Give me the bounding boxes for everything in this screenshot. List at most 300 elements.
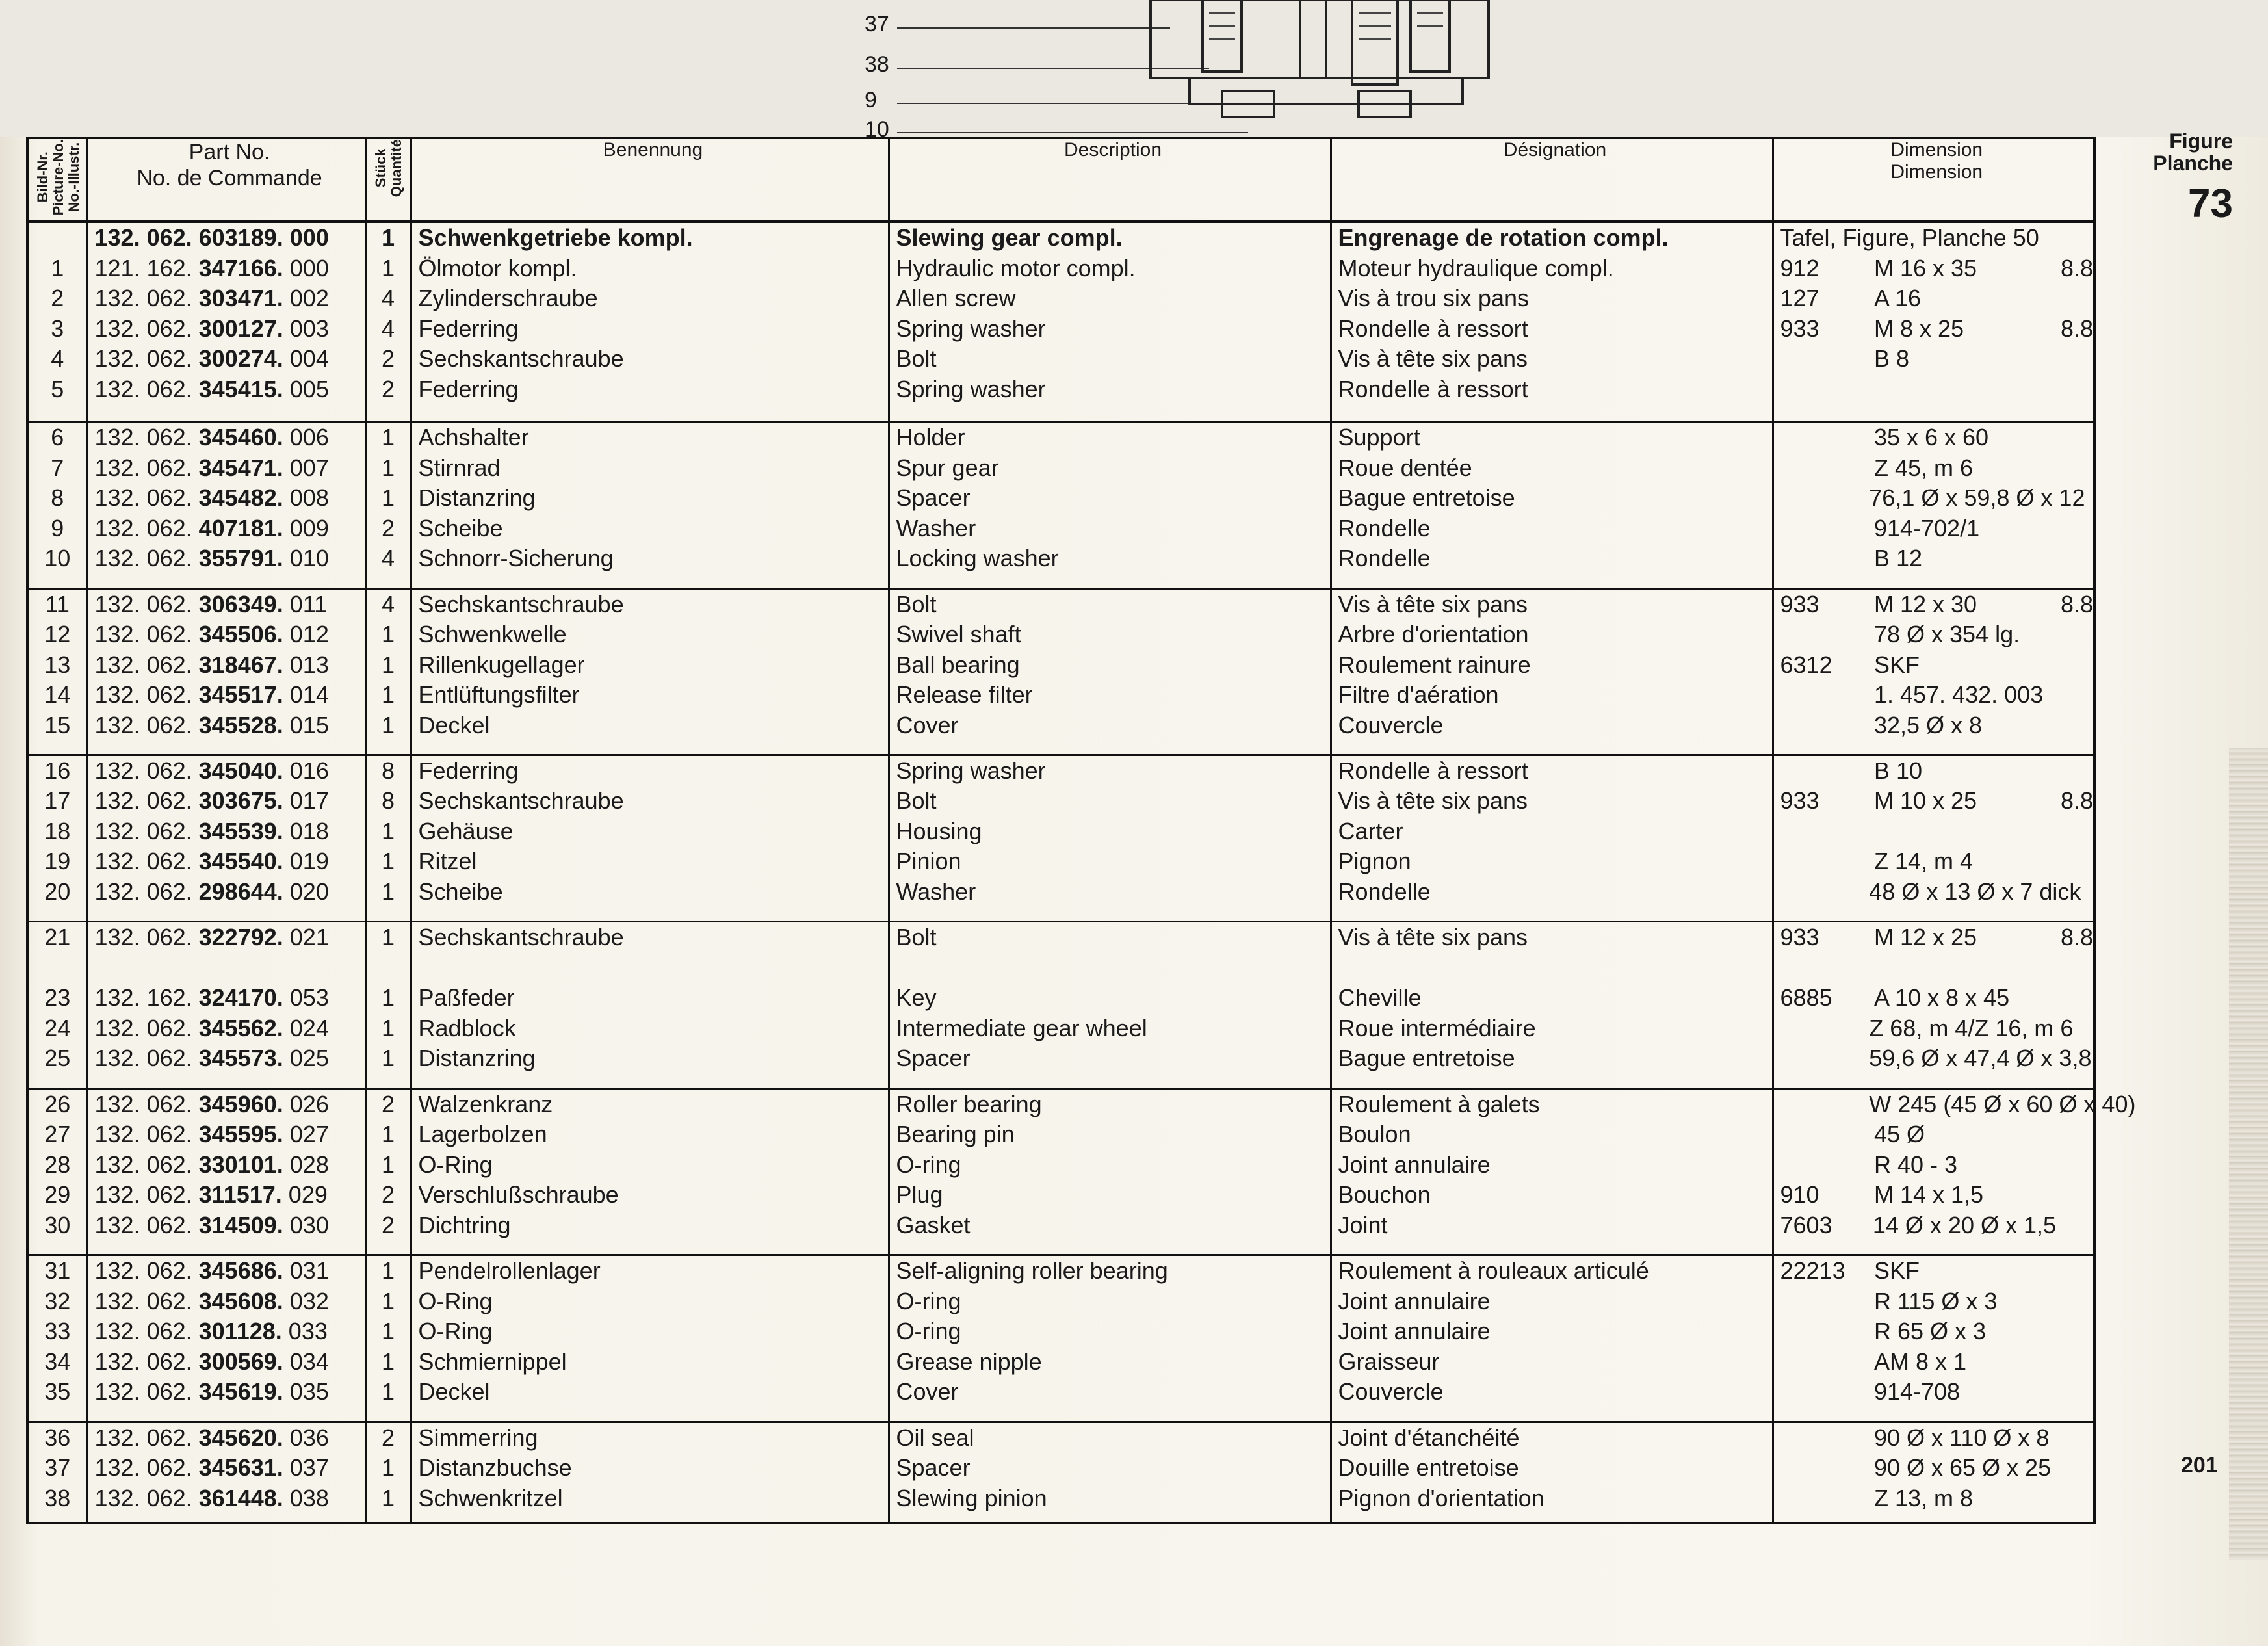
name-en: O-ring xyxy=(896,1151,961,1178)
quantity: 1 xyxy=(381,1484,395,1511)
dimension-row xyxy=(1780,423,2094,453)
quantity-cell xyxy=(365,1255,411,1422)
part-prefix: 132. 062. xyxy=(94,817,199,844)
part-core: 324170. xyxy=(198,984,283,1012)
name-fr: Arbre d'orientation xyxy=(1338,621,1529,648)
part-prefix: 132. 062. xyxy=(94,1348,199,1375)
din-number xyxy=(1780,711,1874,741)
quantity-cell xyxy=(365,222,411,422)
part-prefix: 132. 062. xyxy=(94,681,199,709)
part-core: 322792. xyxy=(198,924,283,951)
header-qty-fr: Quantité xyxy=(387,139,404,198)
part-prefix: 132. 062. xyxy=(94,1181,199,1208)
part-group xyxy=(27,1088,2094,1255)
drawing-ref: 10 xyxy=(865,117,889,142)
picture-no: 31 xyxy=(44,1257,71,1285)
dimension-row xyxy=(1780,1377,2094,1407)
strength-class: 8.8 xyxy=(2060,254,2093,281)
picture-no: 6 xyxy=(51,424,64,451)
name-de: Radblock xyxy=(418,1014,516,1041)
part-suffix: 017 xyxy=(283,787,329,815)
name-en: Bearing pin xyxy=(896,1121,1015,1148)
part-core: 345573. xyxy=(198,1045,283,1072)
part-number xyxy=(95,922,365,953)
quantity: 1 xyxy=(381,1045,395,1072)
part-core: 345517. xyxy=(198,681,283,709)
name-en: Slewing pinion xyxy=(896,1484,1047,1511)
dimension-value: 14 Ø x 20 Ø x 1,5 xyxy=(1872,1211,2057,1238)
part-core: 318467. xyxy=(198,651,283,678)
part-core: 345040. xyxy=(198,757,283,784)
quantity: 2 xyxy=(381,375,395,402)
part-number xyxy=(95,423,365,453)
name-de: Lagerbolzen xyxy=(418,1121,547,1148)
dimension-reference: Tafel, Figure, Planche 50 xyxy=(1780,224,2039,251)
picture-no: 27 xyxy=(44,1121,71,1148)
name-de: Rillenkugellager xyxy=(418,651,585,678)
part-core: 330101. xyxy=(198,1151,283,1178)
din-number: 6312 xyxy=(1780,651,1832,678)
part-suffix: 037 xyxy=(283,1454,329,1482)
strength-class xyxy=(2057,1013,2093,1044)
name-en: Spacer xyxy=(896,1454,971,1482)
dimension-value: M 10 x 25 xyxy=(1873,787,1977,815)
name-de: Federring xyxy=(418,315,519,342)
part-core: 345619. xyxy=(198,1378,283,1405)
name-en: Release filter xyxy=(896,681,1033,709)
part-core: 345506. xyxy=(198,621,283,648)
din-number xyxy=(1780,1423,1874,1454)
strength-class xyxy=(2055,374,2093,405)
picture-no: 7 xyxy=(51,454,64,481)
part-prefix: 132. 062. xyxy=(94,1454,199,1482)
part-core: 300127. xyxy=(198,315,283,342)
din-number xyxy=(1780,344,1874,374)
quantity xyxy=(367,953,410,984)
dimension-value: 48 Ø x 13 Ø x 7 dick xyxy=(1869,878,2081,905)
part-number xyxy=(95,756,365,787)
din-number xyxy=(1780,423,1874,453)
name-fr: Roue dentée xyxy=(1338,454,1472,481)
name-fr: Filtre d'aération xyxy=(1338,681,1499,709)
dimension-cell xyxy=(1773,755,2094,921)
name-de: Dichtring xyxy=(418,1211,511,1238)
dimension-value: 914-708 xyxy=(1873,1378,1961,1405)
part-suffix: 034 xyxy=(283,1348,329,1375)
name-fr: Rondelle à ressort xyxy=(1338,315,1528,342)
part-prefix: 132. 062. xyxy=(94,345,199,372)
part-number xyxy=(95,514,365,544)
picture-no: 38 xyxy=(44,1484,71,1511)
name-de: Schwenkritzel xyxy=(418,1484,563,1511)
name-fr: Roulement rainure xyxy=(1338,651,1531,678)
part-suffix: 027 xyxy=(283,1121,329,1148)
part-core: 300569. xyxy=(198,1348,283,1375)
dimension-value xyxy=(1874,374,2055,405)
quantity: 1 xyxy=(381,1318,395,1345)
din-number xyxy=(1780,816,1874,847)
part-suffix: 028 xyxy=(283,1151,329,1178)
part-prefix: 132. 062. xyxy=(94,848,199,875)
part-prefix: 132. 062. xyxy=(94,924,199,951)
dimension-value: M 12 x 30 xyxy=(1873,590,1977,618)
figure-label-en: Figure xyxy=(2169,129,2233,153)
part-suffix: 026 xyxy=(283,1090,329,1117)
quantity: 2 xyxy=(381,345,395,372)
dimension-row xyxy=(1780,483,2094,514)
name-fr: Rondelle xyxy=(1338,514,1431,542)
part-prefix: 132. 062. xyxy=(94,1378,199,1405)
part-core: 301128. xyxy=(198,1318,282,1345)
name-fr: Couvercle xyxy=(1338,711,1444,738)
part-core: 298644. xyxy=(198,878,283,905)
part-number xyxy=(95,1377,365,1407)
dimension-value: SKF xyxy=(1873,1257,1920,1285)
picture-no-cell xyxy=(27,1422,87,1523)
strength-class xyxy=(2055,756,2093,787)
part-core: 311517. xyxy=(198,1181,282,1208)
name-fr: Boulon xyxy=(1338,1121,1411,1148)
german-name-cell xyxy=(411,755,889,921)
header-quantity xyxy=(365,138,411,222)
name-de: Distanzring xyxy=(418,1045,536,1072)
table-header xyxy=(27,138,2094,222)
dimension-row xyxy=(1780,1453,2094,1483)
french-name-cell xyxy=(1331,588,1773,755)
dimension-row xyxy=(1780,344,2094,374)
strength-class xyxy=(2055,344,2093,374)
dimension-value: SKF xyxy=(1873,651,1920,678)
english-name-cell xyxy=(889,1422,1331,1523)
din-number xyxy=(1780,453,1874,484)
dimension-value: 90 Ø x 65 Ø x 25 xyxy=(1873,1454,2052,1482)
name-de: Scheibe xyxy=(418,514,503,542)
book-page-edges xyxy=(2229,748,2268,1560)
picture-no: 28 xyxy=(44,1151,71,1178)
header-picture-de: Bild-Nr. xyxy=(34,151,51,203)
part-number xyxy=(95,1210,365,1241)
part-number xyxy=(95,1150,365,1181)
german-name-cell xyxy=(411,588,889,755)
header-part-no xyxy=(87,138,365,222)
name-fr: Bague entretoise xyxy=(1338,484,1515,512)
name-de xyxy=(419,953,888,984)
part-core: 345686. xyxy=(198,1257,283,1285)
dimension-row xyxy=(1780,983,2094,1013)
part-number xyxy=(95,1316,365,1347)
name-fr: Vis à tête six pans xyxy=(1338,924,1528,951)
din-number xyxy=(1780,1013,1870,1044)
part-group xyxy=(27,1422,2094,1523)
strength-class: 8.8 xyxy=(2060,590,2093,618)
part-suffix: 002 xyxy=(283,285,329,311)
name-de: Sechskantschraube xyxy=(418,787,624,815)
quantity: 1 xyxy=(381,621,395,648)
name-fr: Joint d'étanchéité xyxy=(1338,1424,1520,1451)
header-picture-no xyxy=(27,138,87,222)
strength-class xyxy=(2055,1453,2093,1483)
part-suffix: 013 xyxy=(283,651,329,678)
dimension-cell xyxy=(1773,1422,2094,1523)
quantity-cell xyxy=(365,1088,411,1255)
part-core: 345540. xyxy=(198,848,283,875)
strength-class xyxy=(2055,1119,2093,1150)
part-number xyxy=(95,680,365,711)
picture-no: 30 xyxy=(44,1211,71,1238)
strength-class xyxy=(2055,543,2093,574)
picture-no xyxy=(29,223,86,254)
dimension-value: Z 13, m 8 xyxy=(1873,1484,1974,1511)
part-suffix: 020 xyxy=(283,878,329,905)
picture-no: 21 xyxy=(44,924,71,951)
name-en: Locking washer xyxy=(896,545,1059,572)
dimension-value: M 8 x 25 xyxy=(1873,315,1964,342)
name-fr: Moteur hydraulique compl. xyxy=(1338,254,1614,281)
dimension-value: 35 x 6 x 60 xyxy=(1873,424,1989,451)
name-en: Intermediate gear wheel xyxy=(896,1014,1147,1041)
part-prefix: 132. 062. xyxy=(94,1211,199,1238)
dimension-value xyxy=(1874,953,2055,984)
dimension-row xyxy=(1780,650,2094,681)
dimension-row xyxy=(1780,543,2094,574)
name-de: Distanzbuchse xyxy=(418,1454,572,1482)
part-prefix: 132. 062. xyxy=(94,285,199,311)
dimension-value: Z 45, m 6 xyxy=(1873,454,1974,481)
part-suffix: 033 xyxy=(281,1318,328,1345)
part-core: 314509. xyxy=(198,1211,283,1238)
part-suffix: 035 xyxy=(283,1378,329,1405)
dimension-value xyxy=(1874,816,2055,847)
quantity: 1 xyxy=(381,711,395,738)
picture-no: 25 xyxy=(44,1045,71,1072)
dimension-value: W 245 (45 Ø x 60 Ø x 40) xyxy=(1869,1090,2136,1117)
part-no-cell xyxy=(87,1088,365,1255)
part-prefix: 132. 062. 603189. xyxy=(94,224,283,251)
part-core: 303471. xyxy=(198,285,283,311)
part-number xyxy=(95,1256,365,1287)
part-prefix: 132. 062. xyxy=(94,1287,199,1314)
picture-no: 17 xyxy=(44,787,71,815)
part-core: 355791. xyxy=(198,545,283,572)
name-de: Verschlußschraube xyxy=(418,1181,619,1208)
header-english: Description xyxy=(889,138,1331,222)
header-picture-fr: No.-Illustr. xyxy=(66,142,82,213)
part-no-cell xyxy=(87,1422,365,1523)
part-no-cell xyxy=(87,1255,365,1422)
dimension-row xyxy=(1780,1150,2094,1181)
dimension-row xyxy=(1780,254,2094,284)
name-en: Ball bearing xyxy=(896,651,1020,678)
part-group xyxy=(27,1255,2094,1422)
quantity: 1 xyxy=(381,454,395,481)
name-fr: Rondelle xyxy=(1338,878,1431,905)
name-fr: Pignon xyxy=(1338,848,1411,875)
din-number: 933 xyxy=(1780,924,1819,951)
quantity-cell xyxy=(365,755,411,921)
picture-no: 20 xyxy=(44,878,71,905)
header-part-fr: No. de Commande xyxy=(137,166,322,190)
din-number: 933 xyxy=(1780,787,1819,815)
strength-class xyxy=(2055,711,2093,741)
part-suffix: 005 xyxy=(283,375,329,402)
picture-no: 37 xyxy=(44,1454,71,1482)
name-en: Spring washer xyxy=(896,375,1046,402)
part-number xyxy=(95,453,365,484)
german-name-cell xyxy=(411,422,889,588)
din-number xyxy=(1780,483,1870,514)
part-no-cell xyxy=(87,222,365,422)
part-core: 303675. xyxy=(198,787,283,815)
name-fr: Roulement à galets xyxy=(1338,1090,1540,1117)
picture-no: 10 xyxy=(44,545,71,572)
part-number xyxy=(95,283,365,314)
part-core: 345460. xyxy=(198,424,283,451)
dimension-row xyxy=(1780,816,2094,847)
name-fr: Bouchon xyxy=(1338,1181,1431,1208)
drawing-ref: 37 xyxy=(865,12,889,36)
name-en: Spacer xyxy=(896,484,971,512)
french-name-cell xyxy=(1331,1255,1773,1422)
dimension-row xyxy=(1780,314,2094,345)
dimension-cell xyxy=(1773,222,2094,422)
dimension-row xyxy=(1780,1180,2094,1210)
picture-no: 9 xyxy=(51,514,64,542)
strength-class xyxy=(2055,620,2093,650)
name-de: O-Ring xyxy=(418,1287,493,1314)
name-en: Swivel shaft xyxy=(896,621,1021,648)
din-number xyxy=(1780,1150,1874,1181)
name-fr: Roulement à rouleaux articulé xyxy=(1338,1257,1649,1285)
picture-no: 24 xyxy=(44,1014,71,1041)
part-suffix: 024 xyxy=(283,1014,329,1041)
drawing-ref: 9 xyxy=(865,88,877,112)
name-en: Spring washer xyxy=(896,315,1046,342)
part-core: 306349. xyxy=(198,590,283,618)
name-en: Key xyxy=(896,984,937,1012)
french-name-cell xyxy=(1331,1088,1773,1255)
part-number xyxy=(95,1013,365,1044)
name-en: Bolt xyxy=(896,787,937,815)
dimension-cell xyxy=(1773,422,2094,588)
strength-class xyxy=(2055,953,2093,984)
part-prefix: 132. 062. xyxy=(94,1045,199,1072)
name-en: Bolt xyxy=(896,590,937,618)
quantity: 1 xyxy=(381,1257,395,1285)
din-number: 127 xyxy=(1780,285,1819,311)
quantity: 1 xyxy=(381,984,395,1012)
dimension-value: M 12 x 25 xyxy=(1873,924,1977,951)
part-suffix: 053 xyxy=(283,984,329,1012)
part-group xyxy=(27,422,2094,588)
dimension-row xyxy=(1780,514,2094,544)
part-number xyxy=(95,223,365,254)
picture-no: 1 xyxy=(51,254,64,281)
part-core: 345471. xyxy=(198,454,283,481)
quantity: 2 xyxy=(381,1424,395,1451)
name-fr: Joint annulaire xyxy=(1338,1151,1491,1178)
part-number xyxy=(95,1119,365,1150)
english-name-cell xyxy=(889,588,1331,755)
strength-class xyxy=(2055,650,2093,681)
name-fr: Pignon d'orientation xyxy=(1338,1484,1545,1511)
part-core: 300274. xyxy=(198,345,283,372)
part-suffix: 000 xyxy=(283,224,329,251)
picture-no: 35 xyxy=(44,1378,71,1405)
quantity: 1 xyxy=(381,1121,395,1148)
quantity: 1 xyxy=(381,254,395,281)
name-en: Spacer xyxy=(896,1045,971,1072)
name-fr: Vis à tête six pans xyxy=(1338,345,1528,372)
part-suffix: 003 xyxy=(283,315,329,342)
picture-no-cell xyxy=(27,222,87,422)
din-number xyxy=(1780,543,1874,574)
figure-label xyxy=(2103,130,2233,230)
name-fr: Roue intermédiaire xyxy=(1338,1014,1536,1041)
dimension-row xyxy=(1780,953,2094,984)
part-suffix: 012 xyxy=(283,621,329,648)
quantity-cell xyxy=(365,422,411,588)
dimension-value: 32,5 Ø x 8 xyxy=(1873,711,1983,738)
din-number: 910 xyxy=(1780,1181,1819,1208)
name-fr: Joint xyxy=(1338,1211,1388,1238)
picture-no: 4 xyxy=(51,345,64,372)
name-en: Gasket xyxy=(896,1211,971,1238)
part-prefix: 132. 062. xyxy=(94,545,199,572)
part-prefix: 132. 062. xyxy=(94,1014,199,1041)
picture-no-cell xyxy=(27,755,87,921)
strength-class xyxy=(2057,1090,2093,1120)
part-number xyxy=(95,711,365,741)
name-de: Ritzel xyxy=(418,848,477,875)
din-number xyxy=(1780,756,1874,787)
strength-class xyxy=(2055,423,2093,453)
part-prefix: 132. 062. xyxy=(94,484,199,512)
name-en: Washer xyxy=(896,514,976,542)
strength-class xyxy=(2056,1210,2093,1241)
part-core: 345595. xyxy=(198,1121,283,1148)
part-suffix: 014 xyxy=(283,681,329,709)
strength-class xyxy=(2055,1377,2093,1407)
name-fr: Graisseur xyxy=(1338,1348,1440,1375)
french-name-cell xyxy=(1331,755,1773,921)
part-number xyxy=(95,877,365,908)
name-en: Hydraulic motor compl. xyxy=(896,254,1136,281)
name-de: Federring xyxy=(418,757,519,784)
din-number: 7603 xyxy=(1780,1211,1832,1238)
part-suffix: 021 xyxy=(283,924,329,951)
din-number xyxy=(1780,374,1874,405)
strength-class xyxy=(2055,1316,2093,1347)
dimension-cell xyxy=(1773,1255,2094,1422)
part-prefix: 132. 062. xyxy=(94,1484,199,1511)
dimension-row xyxy=(1780,877,2094,908)
part-prefix: 132. 062. xyxy=(94,1121,199,1148)
name-de: Schwenkgetriebe kompl. xyxy=(418,224,693,251)
part-suffix: 025 xyxy=(283,1045,329,1072)
part-number xyxy=(95,483,365,514)
part-prefix: 132. 062. xyxy=(94,787,199,815)
dimension-row xyxy=(1780,1423,2094,1454)
name-en: Holder xyxy=(896,424,965,451)
picture-no: 34 xyxy=(44,1348,71,1375)
german-name-cell xyxy=(411,222,889,422)
part-prefix: 132. 062. xyxy=(94,1318,199,1345)
quantity: 1 xyxy=(381,224,395,251)
dimension-cell xyxy=(1773,922,2094,1088)
name-fr: Couvercle xyxy=(1338,1378,1444,1405)
part-suffix: 029 xyxy=(281,1181,328,1208)
french-name-cell xyxy=(1331,922,1773,1088)
